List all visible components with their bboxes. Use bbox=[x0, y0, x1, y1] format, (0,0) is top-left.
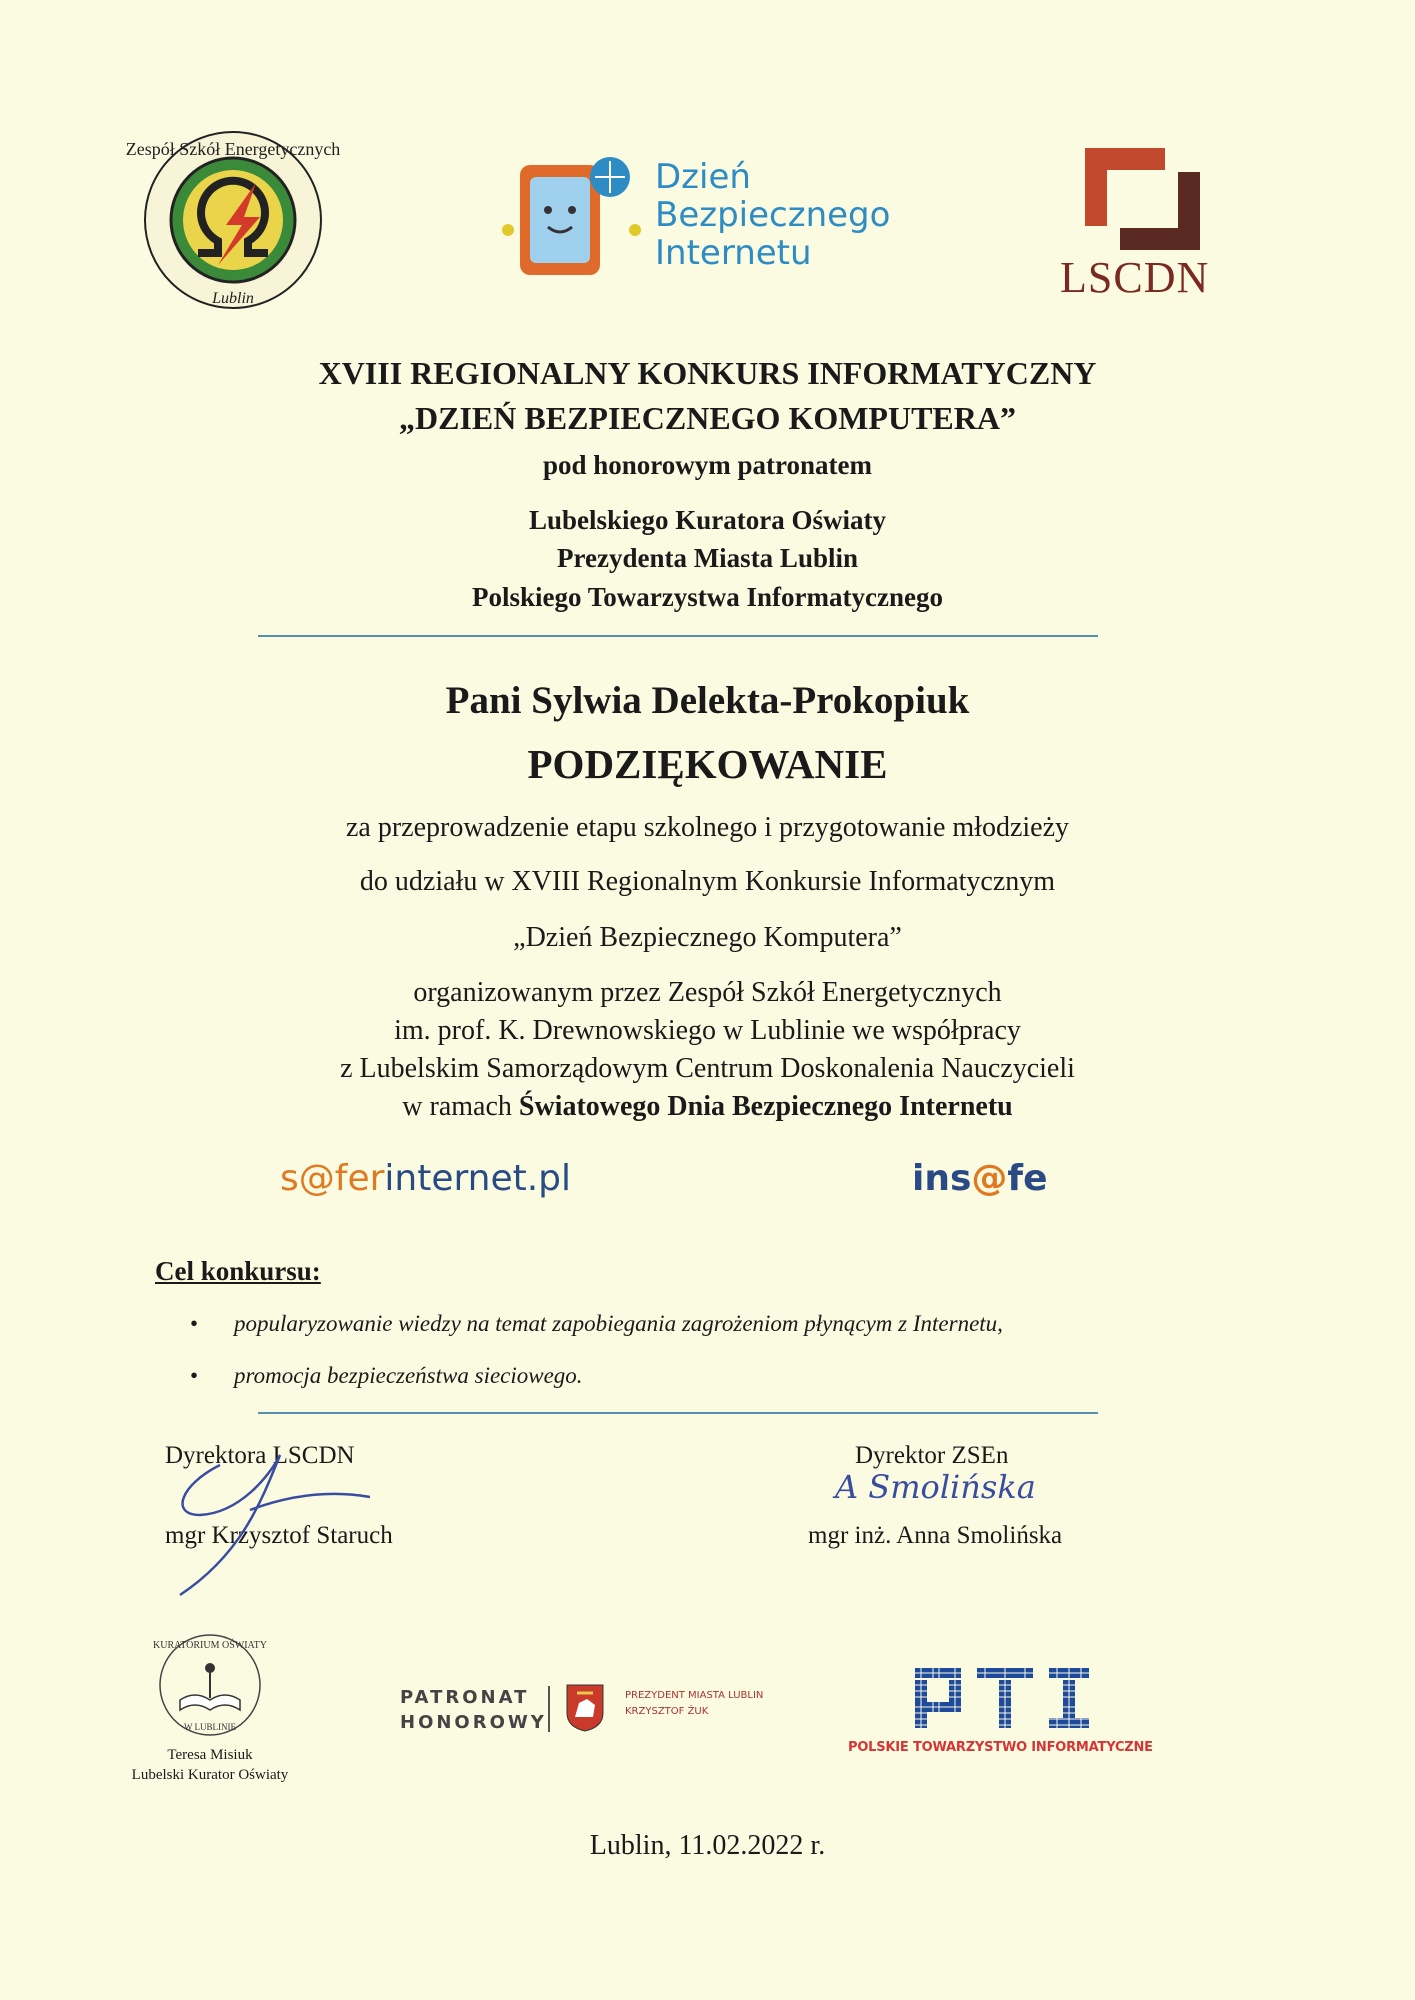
contest-name: „DZIEŃ BEZPIECZNEGO KOMPUTERA” bbox=[399, 400, 1016, 436]
body-line-6: z Lubelskim Samorządowym Centrum Doskonalenia Nauczycieli bbox=[340, 1053, 1075, 1084]
seal-bottom-text: Lublin bbox=[212, 290, 254, 307]
patronat-divider bbox=[548, 1686, 550, 1732]
body-line-4: organizowanym przez Zespół Szkół Energetycznych bbox=[413, 977, 1002, 1008]
contest-title: XVIII REGIONALNY KONKURS INFORMATYCZNY bbox=[318, 355, 1097, 391]
body-line-3: „Dzień Bezpiecznego Komputera” bbox=[513, 922, 902, 953]
kuratorium-ring-text: KURATORIUM OŚWIATY bbox=[153, 1640, 267, 1651]
divider-bottom bbox=[258, 1412, 1098, 1414]
insafe-rest: fe bbox=[1007, 1158, 1048, 1199]
insafe-at: @ bbox=[971, 1158, 1008, 1199]
patron-2: Prezydenta Miasta Lublin bbox=[556, 543, 858, 573]
lublin-crest-icon bbox=[565, 1683, 605, 1733]
patronat-label bbox=[400, 1685, 547, 1735]
lscdn-logo-text: LSCDN bbox=[1060, 253, 1210, 302]
dbi-line2: Bezpiecznego bbox=[655, 195, 891, 235]
award-title: PODZIĘKOWANIE bbox=[527, 741, 888, 787]
patron-1: Lubelskiego Kuratora Oświaty bbox=[528, 505, 886, 535]
president-title: PREZYDENT MIASTA LUBLIN bbox=[625, 1690, 764, 1701]
insafe-logo bbox=[912, 1158, 1047, 1199]
right-signature: A Smolińska bbox=[835, 1468, 1036, 1506]
body-line-5: im. prof. K. Drewnowskiego w Lublinie we współpracy bbox=[394, 1015, 1021, 1046]
left-signatory-title: Dyrektora LSCDN bbox=[165, 1442, 355, 1469]
kurator-role: Lubelski Kurator Oświaty bbox=[131, 1767, 289, 1783]
insafe-pre: ins bbox=[912, 1158, 972, 1199]
place-date: Lublin, 11.02.2022 r. bbox=[589, 1830, 826, 1861]
kurator-name: Teresa Misiuk bbox=[167, 1747, 253, 1763]
lscdn-mark-icon bbox=[1085, 148, 1200, 250]
body-line-2: do udziału w XVIII Regionalnym Konkursie Informatycznym bbox=[359, 866, 1056, 897]
body-line-1: za przeprowadzenie etapu szkolnego i przygotowanie młodzieży bbox=[345, 812, 1070, 843]
safer-at: @ bbox=[298, 1158, 335, 1199]
goal-title: Cel konkursu: bbox=[155, 1256, 321, 1286]
safer-s: s bbox=[280, 1158, 299, 1199]
goal-item: • promocja bezpieczeństwa sieciowego. bbox=[190, 1350, 1003, 1402]
body-line-7-prefix: w ramach bbox=[402, 1091, 519, 1122]
kuratorium-bottom-text: W LUBLINIE bbox=[183, 1722, 237, 1732]
saferinternet-logo bbox=[280, 1158, 571, 1199]
kuratorium-seal-logo bbox=[150, 1630, 270, 1740]
president-name: KRZYSZTOF ŻUK bbox=[625, 1706, 709, 1717]
body-line-7 bbox=[0, 1091, 1415, 1123]
left-signature-scribble bbox=[160, 1445, 400, 1605]
recipient-name: Pani Sylwia Delekta-Prokopiuk bbox=[445, 679, 970, 722]
president-caption bbox=[625, 1688, 763, 1720]
patronat-line1: PATRONAT bbox=[400, 1687, 530, 1708]
pti-caption: POLSKIE TOWARZYSTWO INFORMATYCZNE bbox=[848, 1740, 1153, 1755]
patron-3: Polskiego Towarzystwa Informatycznego bbox=[472, 582, 943, 612]
pti-logo bbox=[915, 1668, 1095, 1730]
dbi-line3: Internetu bbox=[655, 233, 812, 273]
right-signatory-name: mgr inż. Anna Smolińska bbox=[808, 1522, 1063, 1549]
patronat-line2: HONOROWY bbox=[400, 1712, 547, 1733]
safer-fer: fer bbox=[334, 1158, 385, 1199]
dbi-logo-text bbox=[655, 158, 890, 272]
dbi-line1: Dzień bbox=[655, 157, 751, 197]
zse-seal-logo bbox=[125, 125, 341, 315]
dbi-tablet-icon bbox=[500, 155, 650, 285]
divider-top bbox=[258, 635, 1098, 637]
kurator-caption bbox=[100, 1745, 320, 1785]
safer-rest: internet.pl bbox=[384, 1158, 572, 1199]
patronage-intro: pod honorowym patronatem bbox=[542, 450, 873, 480]
goal-list bbox=[190, 1298, 1003, 1402]
right-signatory-title: Dyrektor ZSEn bbox=[855, 1442, 1009, 1469]
body-line-7-bold: Światowego Dnia Bezpiecznego Internetu bbox=[518, 1091, 1013, 1122]
left-signatory-name: mgr Krzysztof Staruch bbox=[165, 1522, 393, 1549]
seal-ring-text: Zespół Szkół Energetycznych bbox=[125, 139, 341, 159]
goal-item: • popularyzowanie wiedzy na temat zapobiegania zagrożeniom płynącym z Internetu, bbox=[190, 1298, 1003, 1350]
